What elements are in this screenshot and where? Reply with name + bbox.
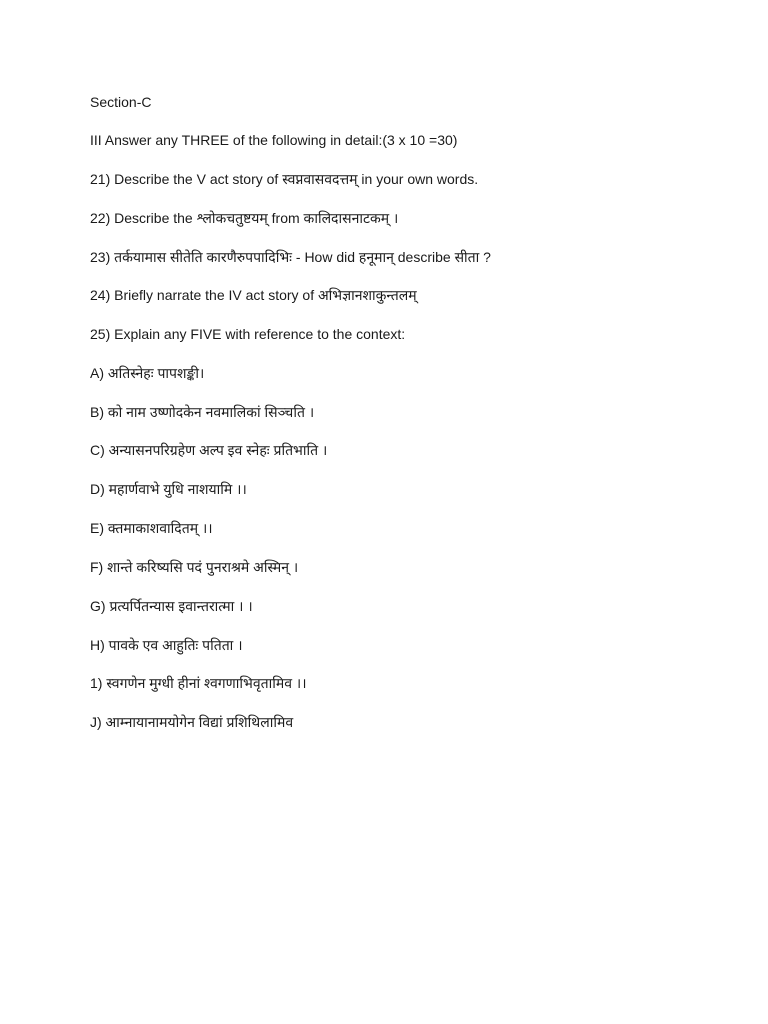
instruction-text: III Answer any THREE of the following in detail:(3 x 10 =30) (90, 132, 458, 148)
question-24: 24) Briefly narrate the IV act story of अभिज्ञानशाकुन्तलम् (90, 287, 417, 303)
context-item-i: 1) स्वगणेन मुग्धी हीनां श्वगणाभिवृतामिव ।। (90, 675, 307, 691)
question-21: 21) Describe the V act story of स्वप्नवासवदत्तम् in your own words. (90, 171, 479, 187)
context-item-f: F) शान्ते करिष्यसि पदं पुनराश्रमे अस्मिन् । (90, 559, 299, 575)
context-item-g: G) प्रत्यर्पितन्यास इवान्तरात्मा । । (90, 598, 253, 614)
question-23: 23) तर्कयामास सीतेति कारणैरुपपादिभिः - How did हनूमान् describe सीता ? (90, 249, 491, 265)
context-item-h: H) पावके एव आहुतिः पतिता । (90, 637, 243, 653)
context-item-c: C) अन्यासनपरिग्रहेण अल्प इव स्नेहः प्रतिभाति । (90, 442, 328, 458)
context-item-j: J) आम्नायानामयोगेन विद्यां प्रशिथिलामिव (90, 714, 294, 730)
section-title: Section-C (90, 94, 152, 110)
context-item-e: E) क्तमाकाशवादितम् ।। (90, 520, 213, 536)
context-item-b: B) को नाम उष्णोदकेन नवमालिकां सिञ्चति । (90, 404, 315, 420)
question-22: 22) Describe the श्लोकचतुष्टयम् from कालिदासनाटकम् । (90, 210, 399, 226)
question-25: 25) Explain any FIVE with reference to the context: (90, 326, 406, 342)
context-item-a: A) अतिस्नेहः पापशङ्की। (90, 365, 205, 381)
context-item-d: D) महार्णवाभे युधि नाशयामि ।। (90, 481, 247, 497)
